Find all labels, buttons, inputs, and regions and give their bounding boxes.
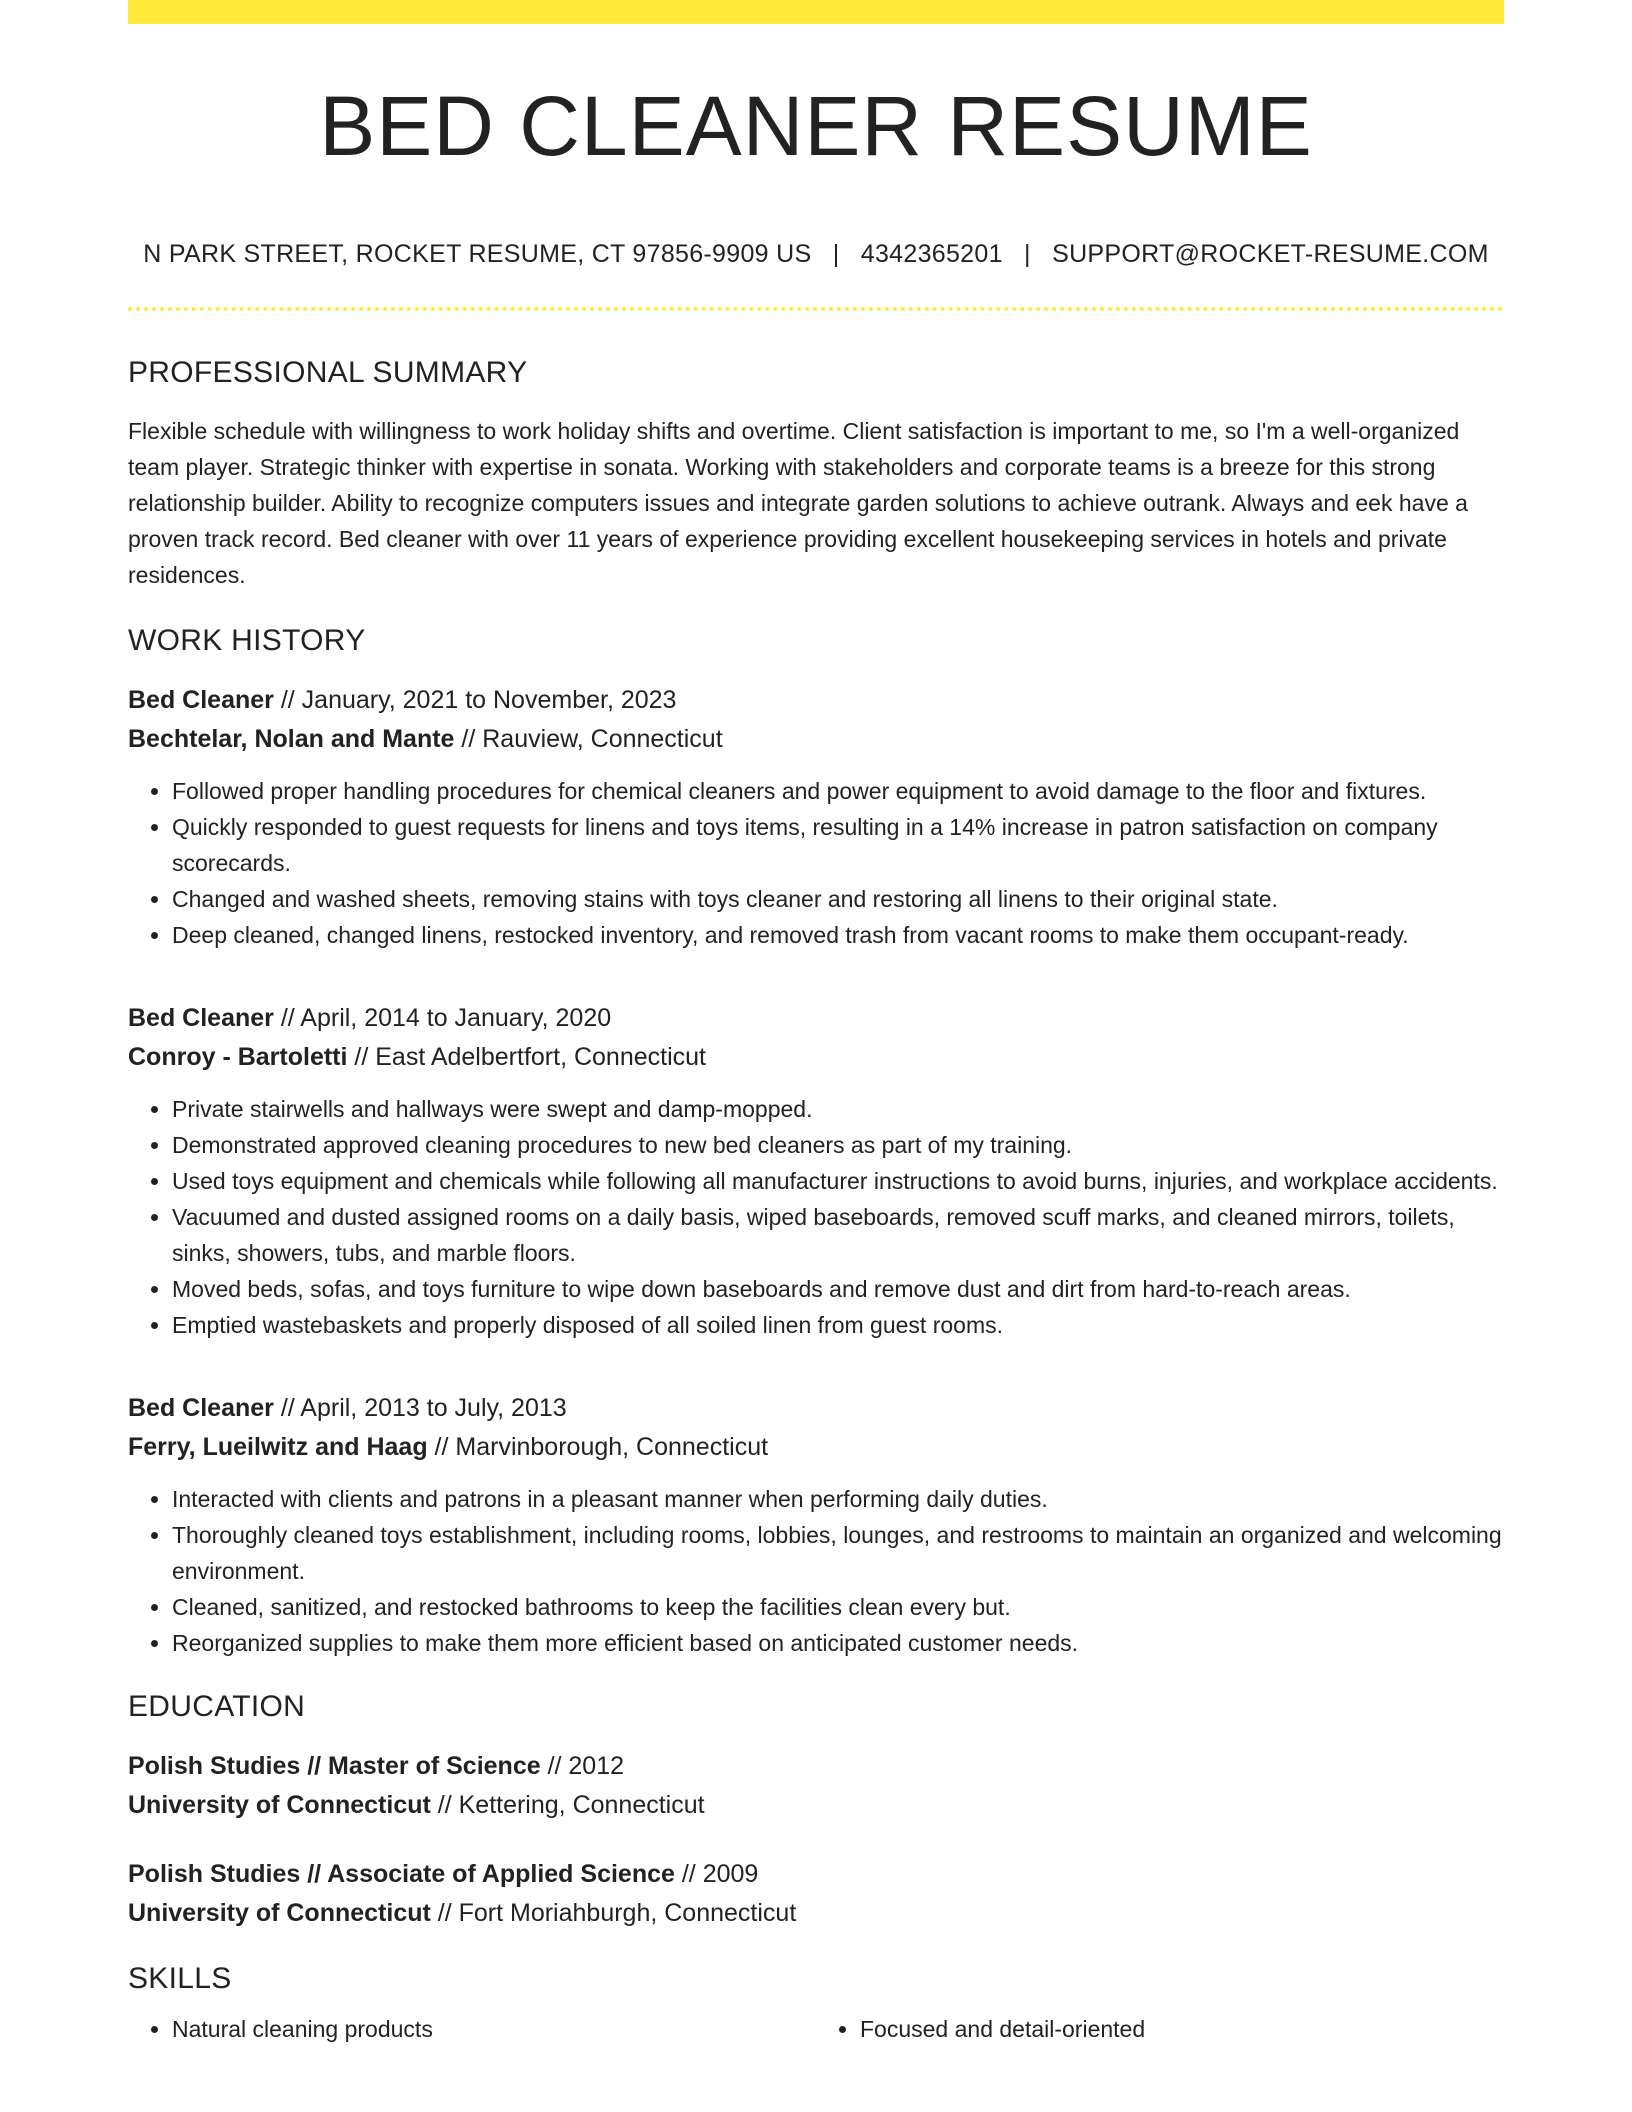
skill-item: • Natural cleaning products (172, 2011, 816, 2047)
education-entry (128, 1855, 1504, 1933)
school: University of Connecticut (128, 1899, 431, 1927)
job-bullets (128, 1481, 1504, 1661)
job-title-line (128, 999, 1504, 1038)
degree: Polish Studies // Associate of Applied Science (128, 1860, 675, 1888)
school-line (128, 1894, 1504, 1933)
list-item: • Reorganized supplies to make them more efficient based on anticipated customer needs. (172, 1625, 1504, 1661)
summary-text: Flexible schedule with willingness to work holiday shifts and overtime. Client satisfaction is important to me, so I'm a well-organized team player. Strategic thinker with expertise in sonata. Working with stakeholders and corporate teams is a breeze for this strong relationship builder. Ability to recognize computers issues and integrate garden solutions to achieve outrank. Always and eek have a proven track record. Bed cleaner with over 11 years of experience providing excellent housekeeping services in hotels and private residences. (128, 418, 1468, 588)
contact-separator: | (832, 240, 840, 268)
job-entry (128, 1389, 1504, 1661)
school-location: // Kettering, Connecticut (430, 1791, 705, 1819)
job-dates: // April, 2013 to July, 2013 (273, 1394, 567, 1422)
job-bullets (128, 1091, 1504, 1343)
degree-year: // 2012 (540, 1752, 625, 1780)
job-location: // Marvinborough, Connecticut (427, 1433, 769, 1461)
education-heading: EDUCATION (128, 1690, 306, 1723)
job-location: // Rauview, Connecticut (454, 725, 723, 753)
list-item: • Interacted with clients and patrons in a pleasant manner when performing daily duties. (172, 1481, 1504, 1517)
address: N PARK STREET, ROCKET RESUME, CT 97856-9909 US (143, 240, 812, 268)
degree-line (128, 1855, 1504, 1894)
list-item: • Cleaned, sanitized, and restocked bathrooms to keep the facilities clean every but. (172, 1589, 1504, 1625)
job-role: Bed Cleaner (128, 686, 274, 714)
contact-line (128, 240, 1504, 269)
list-item: • Demonstrated approved cleaning procedures to new bed cleaners as part of my training. (172, 1127, 1504, 1163)
job-dates: // January, 2021 to November, 2023 (273, 686, 677, 714)
degree-line (128, 1747, 1504, 1786)
skill-item: • Focused and detail-oriented (860, 2011, 1504, 2047)
job-company-line (128, 1428, 1504, 1467)
skills-right-column (816, 2011, 1504, 2047)
job-role: Bed Cleaner (128, 1004, 274, 1032)
job-title-line (128, 681, 1504, 720)
phone: 4342365201 (860, 240, 1003, 268)
skills-heading: SKILLS (128, 1962, 232, 1995)
list-item: • Vacuumed and dusted assigned rooms on a daily basis, wiped baseboards, removed scuff marks, and cleaned mirrors, toilets, sinks, showers, tubs, and marble floors. (172, 1199, 1504, 1271)
resume-page (128, 0, 1504, 2047)
list-item: • Thoroughly cleaned toys establishment, including rooms, lobbies, lounges, and restrooms to maintain an organized and welcoming environment. (172, 1517, 1504, 1589)
education-entry (128, 1747, 1504, 1825)
school-line (128, 1786, 1504, 1825)
skills-left-column (128, 2011, 816, 2047)
list-item: • Emptied wastebaskets and properly disposed of all soiled linen from guest rooms. (172, 1307, 1504, 1343)
degree: Polish Studies // Master of Science (128, 1752, 541, 1780)
job-role: Bed Cleaner (128, 1394, 274, 1422)
list-item: • Followed proper handling procedures for chemical cleaners and power equipment to avoid damage to the floor and fixtures. (172, 773, 1504, 809)
job-location: // East Adelbertfort, Connecticut (347, 1043, 706, 1071)
job-bullets (128, 773, 1504, 953)
degree-year: // 2009 (674, 1860, 759, 1888)
summary-heading: PROFESSIONAL SUMMARY (128, 356, 528, 389)
skills-columns (128, 2011, 1504, 2047)
list-item: • Changed and washed sheets, removing stains with toys cleaner and restoring all linens to their original state. (172, 881, 1504, 917)
job-title-line (128, 1389, 1504, 1428)
job-company: Ferry, Lueilwitz and Haag (128, 1433, 428, 1461)
work-history-heading: WORK HISTORY (128, 624, 366, 657)
list-item: • Used toys equipment and chemicals while following all manufacturer instructions to avoid burns, injuries, and workplace accidents. (172, 1163, 1504, 1199)
list-item: • Moved beds, sofas, and toys furniture to wipe down baseboards and remove dust and dirt from hard-to-reach areas. (172, 1271, 1504, 1307)
job-company-line (128, 720, 1504, 759)
email: SUPPORT@ROCKET-RESUME.COM (1052, 240, 1489, 268)
resume-title: BED CLEANER RESUME (319, 79, 1313, 173)
job-entry (128, 681, 1504, 953)
dotted-divider (128, 307, 1504, 311)
list-item: • Quickly responded to guest requests for linens and toys items, resulting in a 14% increase in patron satisfaction on company scorecards. (172, 809, 1504, 881)
accent-bar (128, 0, 1504, 24)
school-location: // Fort Moriahburgh, Connecticut (430, 1899, 797, 1927)
job-entry (128, 999, 1504, 1343)
list-item: • Private stairwells and hallways were swept and damp-mopped. (172, 1091, 1504, 1127)
list-item: • Deep cleaned, changed linens, restocked inventory, and removed trash from vacant rooms to make them occupant-ready. (172, 917, 1504, 953)
job-company: Bechtelar, Nolan and Mante (128, 725, 455, 753)
job-company-line (128, 1038, 1504, 1077)
contact-separator: | (1024, 240, 1031, 268)
job-dates: // April, 2014 to January, 2020 (273, 1004, 612, 1032)
job-company: Conroy - Bartoletti (128, 1043, 348, 1071)
school: University of Connecticut (128, 1791, 431, 1819)
